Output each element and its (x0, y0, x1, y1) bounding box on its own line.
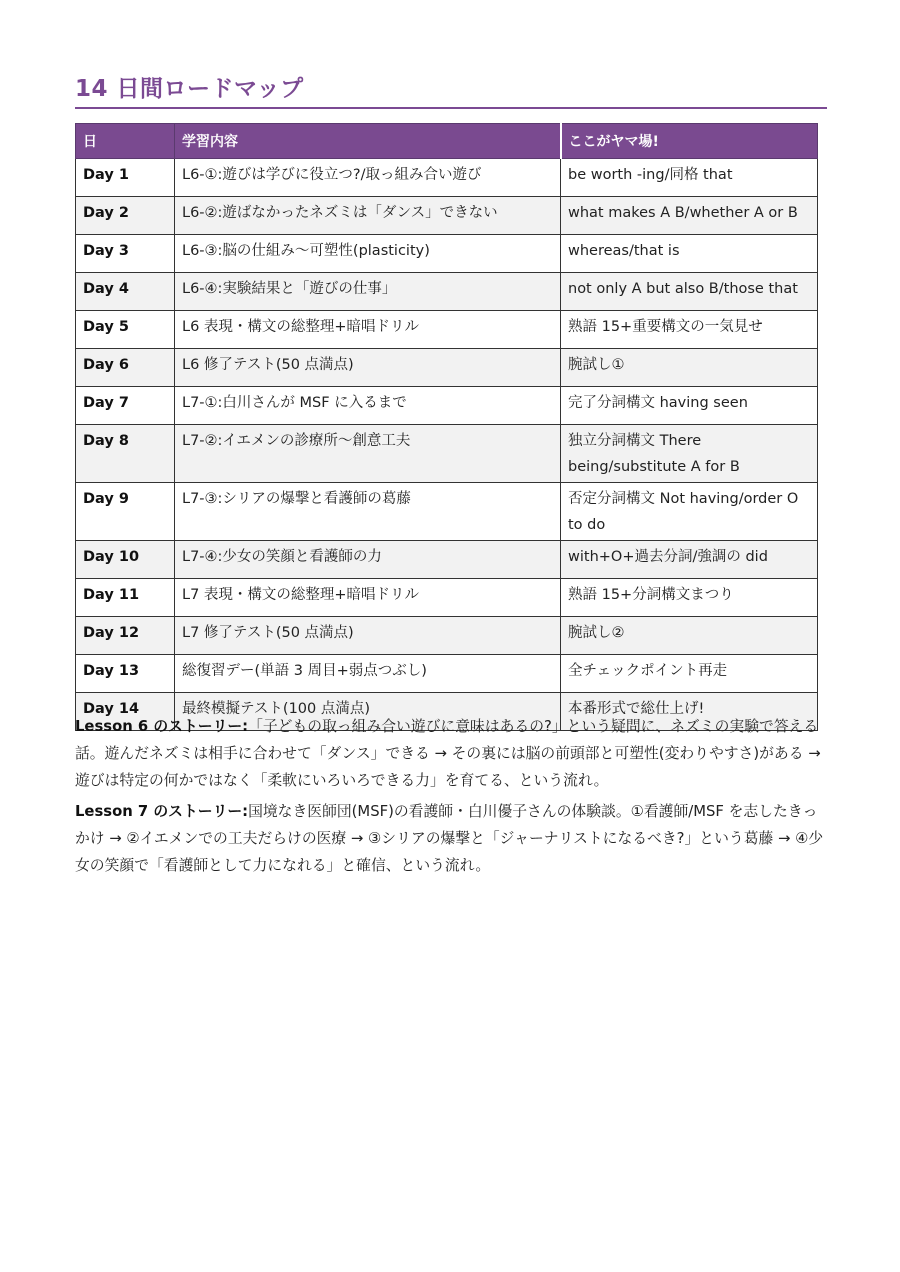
day-cell: Day 5 (76, 311, 175, 349)
header-highlight: ここがヤマ場! (561, 124, 818, 159)
day-cell: Day 6 (76, 349, 175, 387)
highlight-cell: 否定分詞構文 Not having/order O to do (561, 483, 818, 541)
highlight-cell: not only A but also B/those that (561, 273, 818, 311)
highlight-cell: 腕試し① (561, 349, 818, 387)
table-row (76, 579, 818, 617)
day-cell: Day 13 (76, 655, 175, 693)
highlight-cell: whereas/that is (561, 235, 818, 273)
day-cell: Day 4 (76, 273, 175, 311)
header-content: 学習内容 (175, 124, 561, 159)
table-row (76, 349, 818, 387)
title-underline (75, 107, 827, 109)
day-cell: Day 10 (76, 541, 175, 579)
table-row (76, 311, 818, 349)
highlight-cell: 腕試し② (561, 617, 818, 655)
highlight-cell: 本番形式で総仕上げ! (561, 693, 818, 731)
lesson6-story-text: 「子どもの取っ組み合い遊びに意味はあるの?」という疑問に、ネズミの実験で答える話。遊んだネズミは相手に合わせて「ダンス」できる → その裏には脳の前頭部と可塑性(変わりやすさ)がある → 遊びは特定の何かではなく「柔軟にいろいろできる力」を育てる、という流れ。 (75, 718, 821, 789)
day-cell: Day 3 (76, 235, 175, 273)
table-row (76, 425, 818, 483)
lesson6-story (75, 713, 827, 794)
table-row (76, 483, 818, 541)
content-cell: L7-②:イエメンの診療所〜創意工夫 (175, 425, 561, 483)
content-cell: L6-③:脳の仕組み〜可塑性(plasticity) (175, 235, 561, 273)
table-row (76, 387, 818, 425)
table-row (76, 655, 818, 693)
table-header-row (76, 124, 818, 159)
table-row (76, 197, 818, 235)
day-cell: Day 2 (76, 197, 175, 235)
content-cell: L7 表現・構文の総整理+暗唱ドリル (175, 579, 561, 617)
content-cell: L7-①:白川さんが MSF に入るまで (175, 387, 561, 425)
content-cell: L6-①:遊びは学びに役立つ?/取っ組み合い遊び (175, 159, 561, 197)
lesson7-story-text: 国境なき医師団(MSF)の看護師・白川優子さんの体験談。①看護師/MSF を志したきっかけ → ②イエメンでの工夫だらけの医療 → ③シリアの爆撃と「ジャーナリストになるべき?」という葛藤 → ④少女の笑顔で「看護師として力になれる」と確信、という流れ。 (75, 803, 824, 874)
content-cell: L6 表現・構文の総整理+暗唱ドリル (175, 311, 561, 349)
day-cell: Day 12 (76, 617, 175, 655)
table-row (76, 541, 818, 579)
table-row (76, 617, 818, 655)
day-cell: Day 11 (76, 579, 175, 617)
content-cell: L7-④:少女の笑顔と看護師の力 (175, 541, 561, 579)
table-row (76, 159, 818, 197)
content-cell: L7 修了テスト(50 点満点) (175, 617, 561, 655)
highlight-cell: be worth -ing/同格 that (561, 159, 818, 197)
roadmap-table (75, 123, 818, 731)
highlight-cell: 熟語 15+重要構文の一気見せ (561, 311, 818, 349)
highlight-cell: 完了分詞構文 having seen (561, 387, 818, 425)
day-cell: Day 8 (76, 425, 175, 483)
day-cell: Day 9 (76, 483, 175, 541)
highlight-cell: 独立分詞構文 There being/substitute A for B (561, 425, 818, 483)
page-title: 14 日間ロードマップ (75, 76, 304, 102)
table-row (76, 273, 818, 311)
highlight-cell: 熟語 15+分詞構文まつり (561, 579, 818, 617)
day-cell: Day 7 (76, 387, 175, 425)
content-cell: L6-②:遊ばなかったネズミは「ダンス」できない (175, 197, 561, 235)
header-day: 日 (76, 124, 175, 159)
day-cell: Day 1 (76, 159, 175, 197)
highlight-cell: what makes A B/whether A or B (561, 197, 818, 235)
table-body (76, 159, 818, 731)
highlight-cell: 全チェックポイント再走 (561, 655, 818, 693)
lesson7-story (75, 798, 827, 879)
content-cell: L6-④:実験結果と「遊びの仕事」 (175, 273, 561, 311)
content-cell: L6 修了テスト(50 点満点) (175, 349, 561, 387)
content-cell: L7-③:シリアの爆撃と看護師の葛藤 (175, 483, 561, 541)
highlight-cell: with+O+過去分詞/強調の did (561, 541, 818, 579)
table-row (76, 235, 818, 273)
lesson7-story-lead: Lesson 7 のストーリー: (75, 803, 249, 820)
day-cell: Day 14 (76, 693, 175, 731)
lesson6-story-lead: Lesson 6 のストーリー: (75, 718, 249, 735)
content-cell: 総復習デー(単語 3 周目+弱点つぶし) (175, 655, 561, 693)
content-cell: 最終模擬テスト(100 点満点) (175, 693, 561, 731)
